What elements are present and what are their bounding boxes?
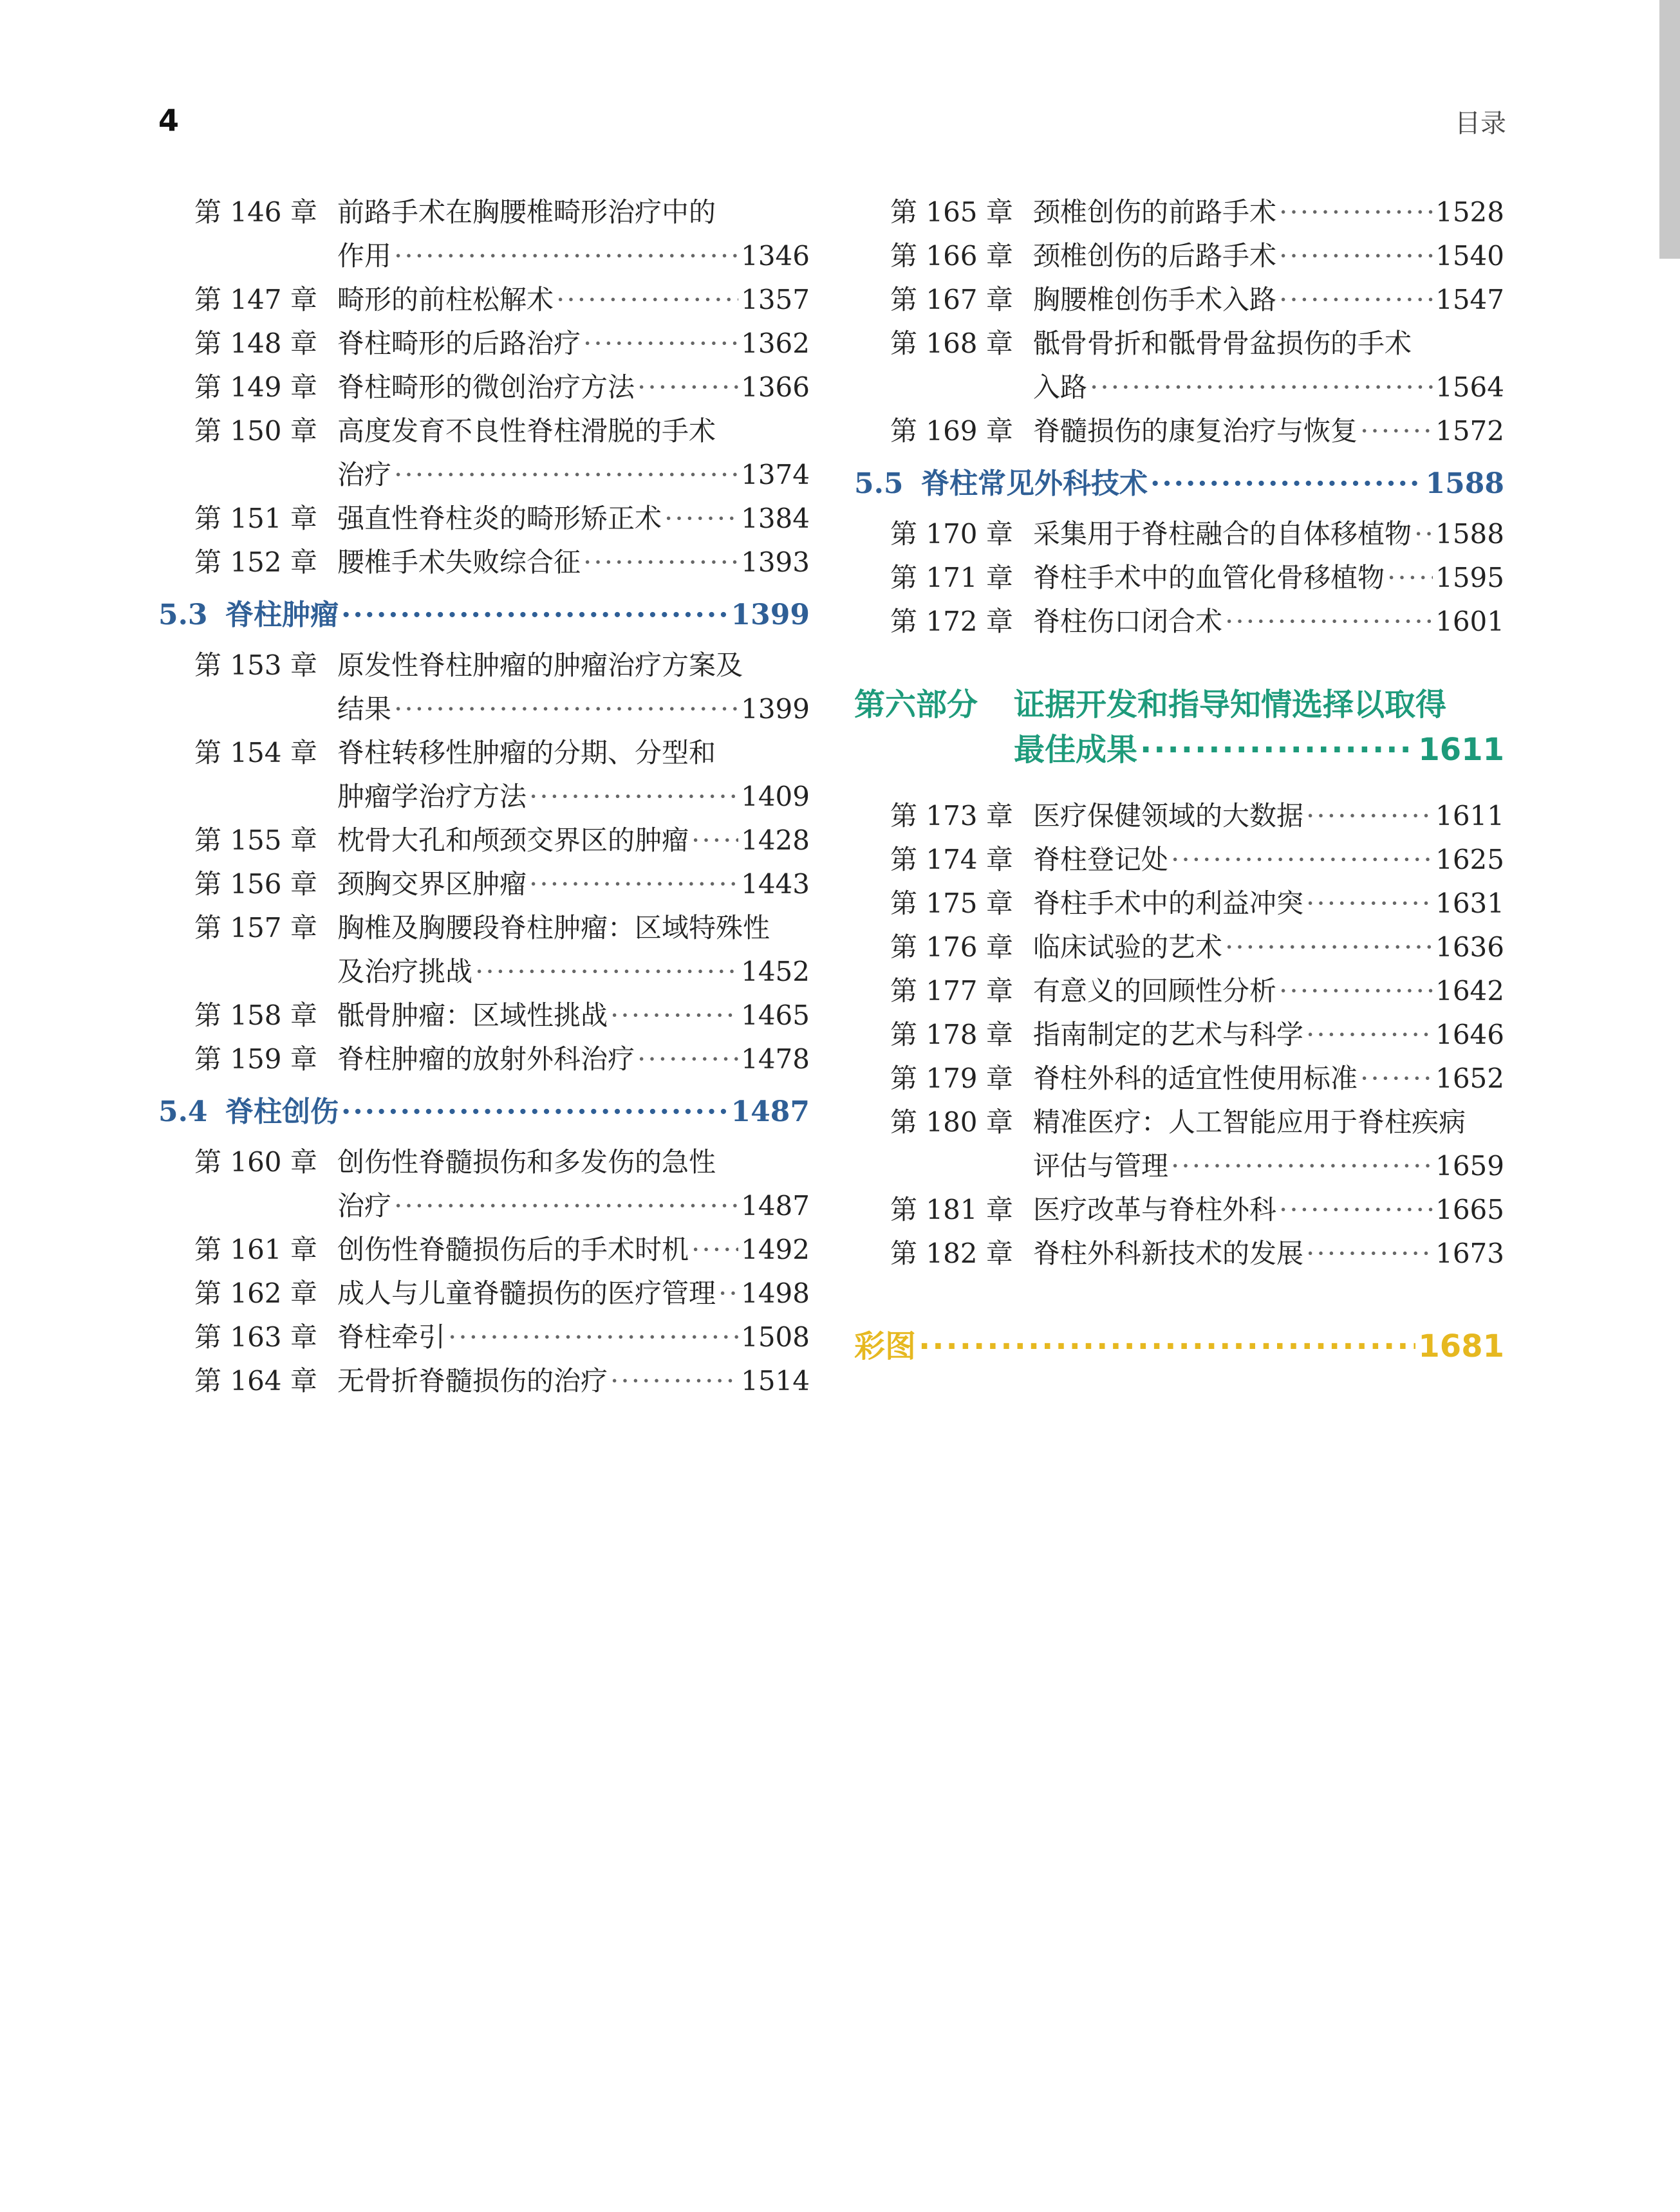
chapter-group <box>158 644 810 1081</box>
chapter-number: 第 151 章 <box>194 503 317 534</box>
chapter-title-line: 腰椎手术失败综合征 <box>337 546 581 578</box>
chapter-title <box>1033 1013 1504 1057</box>
dot-leader <box>1225 600 1433 644</box>
dot-leader <box>583 541 738 584</box>
chapter-number: 第 161 章 <box>194 1234 317 1265</box>
chapter-title-line: 原发性脊柱肿瘤的肿瘤治疗方案及 <box>337 649 743 681</box>
toc-entry[interactable] <box>158 1315 810 1359</box>
chapter-page: 1498 <box>741 1278 810 1309</box>
chapter-number: 第 166 章 <box>890 240 1013 272</box>
chapter-group <box>158 191 810 584</box>
dot-leader <box>1140 727 1415 772</box>
toc-entry[interactable] <box>158 541 810 584</box>
toc-entry[interactable] <box>854 278 1504 322</box>
chapter-number: 第 160 章 <box>194 1146 317 1178</box>
chapter-number: 第 146 章 <box>194 196 317 228</box>
dot-leader <box>919 1323 1415 1370</box>
chapter-title <box>1033 1101 1504 1188</box>
dot-leader <box>529 862 738 906</box>
dot-leader <box>1360 409 1433 453</box>
toc-entry[interactable] <box>158 366 810 409</box>
toc-entry[interactable] <box>158 731 810 819</box>
running-title: 目录 <box>1455 109 1506 138</box>
toc-entry[interactable] <box>158 191 810 278</box>
chapter-number: 第 162 章 <box>194 1278 317 1309</box>
chapter-page: 1366 <box>741 371 810 403</box>
section-page: 1487 <box>731 1095 810 1128</box>
section-number: 5.5 <box>854 467 904 500</box>
toc-entry[interactable] <box>158 644 810 731</box>
chapter-page: 1393 <box>741 546 810 578</box>
part-page: 1611 <box>1418 732 1504 768</box>
section-page: 1588 <box>1425 467 1504 500</box>
toc-entry[interactable] <box>158 906 810 994</box>
dot-leader <box>475 950 738 994</box>
chapter-page: 1528 <box>1435 196 1504 228</box>
chapter-number: 第 165 章 <box>890 196 1013 228</box>
chapter-number: 第 179 章 <box>890 1063 1013 1094</box>
toc-entry[interactable] <box>158 1272 810 1315</box>
chapter-title-line: 枕骨大孔和颅颈交界区的肿瘤 <box>337 824 689 856</box>
dot-leader <box>1306 1232 1433 1276</box>
chapter-title <box>337 862 810 906</box>
chapter-title-line: 有意义的回顾性分析 <box>1033 975 1277 1007</box>
chapter-number: 第 169 章 <box>890 415 1013 447</box>
dot-leader <box>583 322 738 366</box>
chapter-title <box>337 1315 810 1359</box>
toc-entry[interactable] <box>854 1188 1504 1232</box>
color-plates-heading[interactable] <box>854 1323 1504 1370</box>
dot-leader <box>664 497 738 541</box>
chapter-title <box>1033 1232 1504 1276</box>
chapter-number: 第 149 章 <box>194 371 317 403</box>
chapter-title-line: 脊柱手术中的血管化骨移植物 <box>1033 562 1385 593</box>
chapter-title-line: 脊柱畸形的后路治疗 <box>337 328 581 359</box>
toc-entry[interactable] <box>854 925 1504 969</box>
dot-leader <box>1279 278 1433 322</box>
chapter-number: 第 177 章 <box>890 975 1013 1007</box>
chapter-page: 1673 <box>1435 1238 1504 1269</box>
chapter-page: 1428 <box>741 824 810 856</box>
chapter-title <box>337 994 810 1037</box>
chapter-page: 1540 <box>1435 240 1504 272</box>
chapter-number: 第 157 章 <box>194 912 317 943</box>
chapter-title-line: 脊柱转移性肿瘤的分期、分型和 <box>337 737 716 768</box>
chapter-page: 1362 <box>741 328 810 359</box>
chapter-page: 1357 <box>741 284 810 315</box>
chapter-title <box>337 644 810 731</box>
dot-leader <box>1306 1013 1433 1057</box>
chapter-title-line: 肿瘤学治疗方法 <box>337 781 527 812</box>
section-title: 脊柱肿瘤 <box>225 599 339 631</box>
chapter-page: 1659 <box>1435 1150 1504 1182</box>
chapter-number: 第 147 章 <box>194 284 317 315</box>
section-heading[interactable] <box>854 461 1504 507</box>
dot-leader <box>394 687 738 731</box>
chapter-title <box>1033 234 1504 278</box>
chapter-title <box>1033 838 1504 882</box>
chapter-title <box>1033 969 1504 1013</box>
section-title: 脊柱常见外科技术 <box>921 467 1148 500</box>
chapter-title-line: 脊柱外科新技术的发展 <box>1033 1238 1304 1269</box>
chapter-number: 第 181 章 <box>890 1194 1013 1225</box>
chapter-title <box>1033 191 1504 234</box>
chapter-number: 第 152 章 <box>194 546 317 578</box>
chapter-title-line: 骶骨肿瘤：区域性挑战 <box>337 999 608 1031</box>
chapter-page: 1374 <box>741 459 810 490</box>
chapter-page: 1492 <box>741 1234 810 1265</box>
chapter-title-line: 入路 <box>1033 371 1088 403</box>
dot-leader <box>394 453 738 497</box>
dot-leader <box>1360 1057 1433 1101</box>
dot-leader <box>1306 882 1433 925</box>
chapter-title-line: 颈椎创伤的前路手术 <box>1033 196 1277 228</box>
dot-leader <box>1225 925 1433 969</box>
color-plates-title: 彩图 <box>854 1328 917 1364</box>
chapter-group <box>158 1140 810 1403</box>
chapter-title <box>1033 409 1504 453</box>
chapter-title <box>1033 556 1504 600</box>
dot-leader <box>341 1089 729 1135</box>
chapter-title-line: 颈胸交界区肿瘤 <box>337 868 527 900</box>
chapter-page: 1588 <box>1435 518 1504 550</box>
toc-entry[interactable] <box>854 234 1504 278</box>
chapter-title-line: 脊柱外科的适宜性使用标准 <box>1033 1063 1358 1094</box>
chapter-number: 第 182 章 <box>890 1238 1013 1269</box>
color-plates-page: 1681 <box>1418 1328 1504 1364</box>
toc-entry[interactable] <box>854 512 1504 556</box>
toc-entry[interactable] <box>158 819 810 862</box>
chapter-title-line: 临床试验的艺术 <box>1033 931 1223 963</box>
chapter-title <box>337 1140 810 1228</box>
chapter-title-line: 脊柱肿瘤的放射外科治疗 <box>337 1043 635 1075</box>
dot-leader <box>718 1272 738 1315</box>
toc-entry[interactable] <box>158 1037 810 1081</box>
toc-entry[interactable] <box>158 278 810 322</box>
dot-leader <box>448 1315 738 1359</box>
chapter-page: 1465 <box>741 999 810 1031</box>
toc-entry[interactable] <box>854 882 1504 925</box>
chapter-group <box>854 191 1504 453</box>
dot-leader <box>637 1037 738 1081</box>
chapter-title <box>337 1359 810 1403</box>
chapter-number: 第 164 章 <box>194 1365 317 1397</box>
chapter-title <box>337 1272 810 1315</box>
toc-entry[interactable] <box>854 191 1504 234</box>
section-number: 5.4 <box>158 1095 208 1128</box>
chapter-page: 1595 <box>1435 562 1504 593</box>
chapter-number: 第 167 章 <box>890 284 1013 315</box>
chapter-page: 1443 <box>741 868 810 900</box>
toc-right-column <box>854 191 1504 1370</box>
chapter-title-line: 评估与管理 <box>1033 1150 1169 1182</box>
chapter-number: 第 174 章 <box>890 844 1013 875</box>
toc-entry[interactable] <box>854 1013 1504 1057</box>
chapter-page: 1514 <box>741 1365 810 1397</box>
chapter-page: 1625 <box>1435 844 1504 875</box>
chapter-title-line: 成人与儿童脊髓损伤的医疗管理 <box>337 1278 716 1309</box>
chapter-page: 1384 <box>741 503 810 534</box>
chapter-title <box>337 819 810 862</box>
chapter-title <box>1033 1188 1504 1232</box>
chapter-page: 1487 <box>741 1190 810 1222</box>
chapter-title-line: 创伤性脊髓损伤和多发伤的急性 <box>337 1146 716 1178</box>
chapter-title <box>337 541 810 584</box>
chapter-title <box>337 497 810 541</box>
chapter-page: 1399 <box>741 693 810 725</box>
chapter-title <box>1033 925 1504 969</box>
toc-entry[interactable] <box>158 1359 810 1403</box>
dot-leader <box>1090 366 1433 409</box>
chapter-page: 1564 <box>1435 371 1504 403</box>
chapter-number: 第 173 章 <box>890 800 1013 832</box>
dot-leader <box>637 366 738 409</box>
chapter-title <box>337 1228 810 1272</box>
section-heading[interactable] <box>158 592 810 638</box>
chapter-page: 1665 <box>1435 1194 1504 1225</box>
chapter-title <box>1033 1057 1504 1101</box>
chapter-number: 第 168 章 <box>890 328 1013 359</box>
chapter-number: 第 175 章 <box>890 888 1013 919</box>
dot-leader <box>1306 794 1433 838</box>
chapter-number: 第 172 章 <box>890 606 1013 637</box>
toc-entry[interactable] <box>854 556 1504 600</box>
chapter-title <box>337 1037 810 1081</box>
chapter-number: 第 170 章 <box>890 518 1013 550</box>
dot-leader <box>610 994 738 1037</box>
part-title-line: 证据开发和指导知情选择以取得 <box>1014 687 1447 723</box>
chapter-title <box>337 731 810 819</box>
chapter-page: 1631 <box>1435 888 1504 919</box>
dot-leader <box>1279 969 1433 1013</box>
chapter-page: 1508 <box>741 1321 810 1353</box>
section-heading[interactable] <box>158 1089 810 1135</box>
chapter-title-line: 医疗改革与脊柱外科 <box>1033 1194 1277 1225</box>
chapter-title <box>337 409 810 497</box>
page-number: 4 <box>158 103 180 138</box>
chapter-title-line: 无骨折脊髓损伤的治疗 <box>337 1365 608 1397</box>
chapter-title <box>1033 794 1504 838</box>
chapter-number: 第 150 章 <box>194 415 317 447</box>
chapter-page: 1409 <box>741 781 810 812</box>
chapter-title-line: 强直性脊柱炎的畸形矫正术 <box>337 503 662 534</box>
dot-leader <box>1279 1188 1433 1232</box>
toc-entry[interactable] <box>854 1232 1504 1276</box>
chapter-title-line: 治疗 <box>337 459 392 490</box>
chapter-title-line: 颈椎创伤的后路手术 <box>1033 240 1277 272</box>
chapter-title <box>337 366 810 409</box>
section-number: 5.3 <box>158 599 208 631</box>
chapter-title-line: 胸椎及胸腰段脊柱肿瘤：区域特殊性 <box>337 912 770 943</box>
toc-entry[interactable] <box>854 969 1504 1013</box>
dot-leader <box>691 819 738 862</box>
toc-entry[interactable] <box>158 409 810 497</box>
dot-leader <box>1150 461 1423 507</box>
chapter-title-line: 脊柱畸形的微创治疗方法 <box>337 371 635 403</box>
toc-entry[interactable] <box>854 600 1504 644</box>
chapter-title-line: 高度发育不良性脊柱滑脱的手术 <box>337 415 716 447</box>
part-title-line: 最佳成果 <box>1014 732 1138 768</box>
chapter-title-line: 脊柱手术中的利益冲突 <box>1033 888 1304 919</box>
chapter-number: 第 156 章 <box>194 868 317 900</box>
chapter-page: 1611 <box>1435 800 1504 832</box>
chapter-title-line: 脊柱登记处 <box>1033 844 1169 875</box>
chapter-number: 第 153 章 <box>194 649 317 681</box>
dot-leader <box>1279 234 1433 278</box>
toc-left-column <box>158 191 810 1403</box>
dot-leader <box>1171 1144 1433 1188</box>
dot-leader <box>1387 556 1433 600</box>
chapter-title-line: 脊柱伤口闭合术 <box>1033 606 1223 637</box>
section-page: 1399 <box>731 599 810 631</box>
chapter-number: 第 155 章 <box>194 824 317 856</box>
chapter-title <box>337 322 810 366</box>
dot-leader <box>394 1184 738 1228</box>
chapter-group <box>854 512 1504 644</box>
toc-entry[interactable] <box>158 1140 810 1228</box>
chapter-title-line: 胸腰椎创伤手术入路 <box>1033 284 1277 315</box>
chapter-page: 1346 <box>741 240 810 272</box>
chapter-title <box>1033 278 1504 322</box>
chapter-number: 第 180 章 <box>890 1106 1013 1138</box>
dot-leader <box>556 278 738 322</box>
scrollbar-thumb[interactable] <box>1659 0 1680 259</box>
chapter-page: 1652 <box>1435 1063 1504 1094</box>
chapter-page: 1646 <box>1435 1019 1504 1050</box>
chapter-title-line: 脊柱牵引 <box>337 1321 446 1353</box>
chapter-title-line: 治疗 <box>337 1190 392 1222</box>
dot-leader <box>1414 512 1433 556</box>
chapter-group <box>854 794 1504 1276</box>
part-heading[interactable] <box>854 682 1504 772</box>
chapter-number: 第 159 章 <box>194 1043 317 1075</box>
chapter-title <box>337 278 810 322</box>
chapter-title <box>337 906 810 994</box>
chapter-title-line: 骶骨骨折和骶骨骨盆损伤的手术 <box>1033 328 1412 359</box>
chapter-page: 1642 <box>1435 975 1504 1007</box>
toc-entry[interactable] <box>158 1228 810 1272</box>
dot-leader <box>529 775 738 819</box>
chapter-title-line: 创伤性脊髓损伤后的手术时机 <box>337 1234 689 1265</box>
toc-entry[interactable] <box>158 497 810 541</box>
toc-entry[interactable] <box>854 409 1504 453</box>
chapter-title <box>337 191 810 278</box>
chapter-title-line: 畸形的前柱松解术 <box>337 284 554 315</box>
chapter-page: 1636 <box>1435 931 1504 963</box>
chapter-page: 1547 <box>1435 284 1504 315</box>
dot-leader <box>394 234 738 278</box>
chapter-title <box>1033 882 1504 925</box>
dot-leader <box>1171 838 1433 882</box>
toc-entry[interactable] <box>854 322 1504 409</box>
chapter-title-line: 结果 <box>337 693 392 725</box>
chapter-title <box>1033 322 1504 409</box>
chapter-title-line: 前路手术在胸腰椎畸形治疗中的 <box>337 196 716 228</box>
chapter-number: 第 154 章 <box>194 737 317 768</box>
dot-leader <box>610 1359 738 1403</box>
chapter-title <box>1033 600 1504 644</box>
chapter-page: 1572 <box>1435 415 1504 447</box>
chapter-number: 第 158 章 <box>194 999 317 1031</box>
chapter-number: 第 176 章 <box>890 931 1013 963</box>
chapter-title-line: 作用 <box>337 240 392 272</box>
toc-entry[interactable] <box>158 862 810 906</box>
chapter-number: 第 163 章 <box>194 1321 317 1353</box>
toc-entry[interactable] <box>854 794 1504 838</box>
chapter-page: 1452 <box>741 956 810 987</box>
chapter-title <box>1033 512 1504 556</box>
chapter-title-line: 医疗保健领域的大数据 <box>1033 800 1304 832</box>
dot-leader <box>1279 191 1433 234</box>
chapter-number: 第 148 章 <box>194 328 317 359</box>
chapter-title-line: 精准医疗：人工智能应用于脊柱疾病 <box>1033 1106 1466 1138</box>
toc-entry[interactable] <box>854 1101 1504 1188</box>
dot-leader <box>341 592 729 638</box>
dot-leader <box>691 1228 738 1272</box>
toc-entry[interactable] <box>854 1057 1504 1101</box>
chapter-title-line: 采集用于脊柱融合的自体移植物 <box>1033 518 1412 550</box>
chapter-title-line: 及治疗挑战 <box>337 956 473 987</box>
part-label: 第六部分 <box>854 687 978 723</box>
section-title: 脊柱创伤 <box>225 1095 339 1128</box>
chapter-title-line: 脊髓损伤的康复治疗与恢复 <box>1033 415 1358 447</box>
toc-entry[interactable] <box>158 322 810 366</box>
toc-entry[interactable] <box>158 994 810 1037</box>
chapter-number: 第 178 章 <box>890 1019 1013 1050</box>
toc-entry[interactable] <box>854 838 1504 882</box>
chapter-title-line: 指南制定的艺术与科学 <box>1033 1019 1304 1050</box>
chapter-page: 1478 <box>741 1043 810 1075</box>
chapter-page: 1601 <box>1435 606 1504 637</box>
chapter-number: 第 171 章 <box>890 562 1013 593</box>
